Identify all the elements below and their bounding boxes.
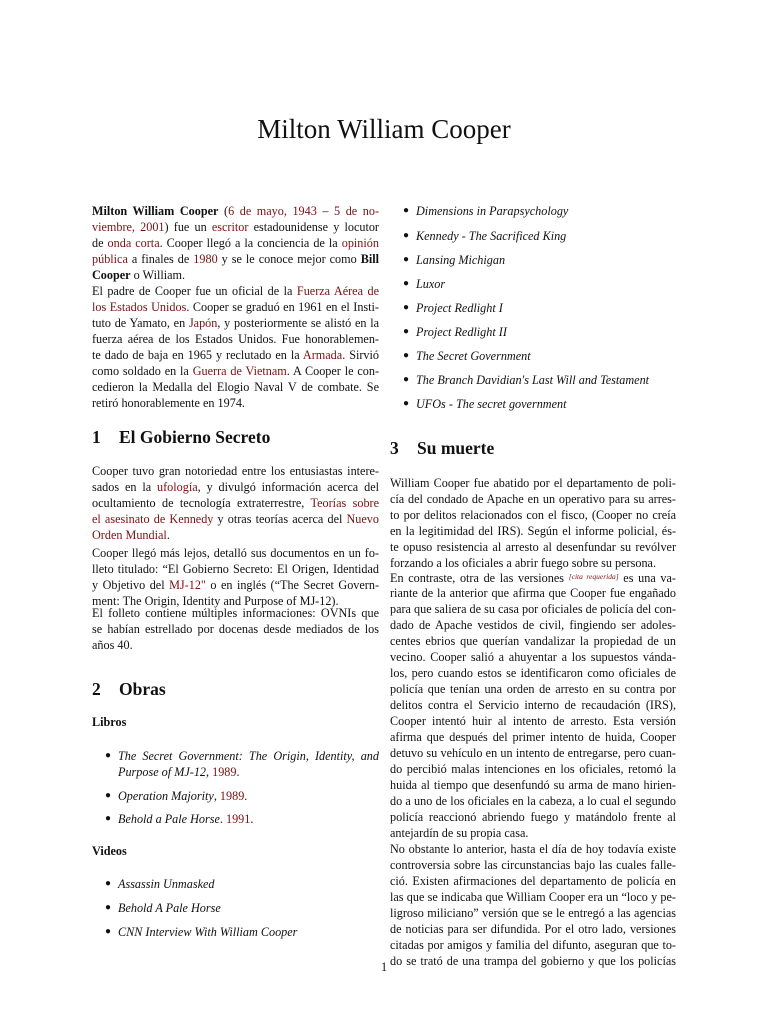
para-line: las que se indicaba que William Cooper era un “loco y pe- [390, 890, 676, 904]
video-item [403, 372, 650, 388]
text: El padre de Cooper fue un oficial de la [92, 284, 297, 298]
para-line [92, 299, 379, 315]
section-number: 2 [92, 679, 101, 699]
para-line [390, 569, 676, 586]
air-force-link[interactable]: los Estados Unidos [92, 300, 187, 314]
para-line: vecino. Cooper salió a ahuyentar a los supuestos vánda- [390, 650, 676, 664]
navy-link[interactable]: Armada [302, 348, 343, 362]
para-line: Cooper tuvo gran notoriedad entre los entusiastas intere- [92, 464, 379, 478]
para-line: ment: The Origin, Identity and Purpose of MJ-12). [92, 594, 339, 608]
para-line: controversia sobre las circunstancias bajo las cuales falle- [390, 858, 676, 872]
text: , [206, 765, 213, 779]
para-line: ligroso miliciano” versión que se le entregó a las agencias [390, 906, 676, 920]
para-line: forzando a los oficiales a abrir fuego sobre su persona. [390, 556, 656, 570]
section-heading [390, 437, 494, 459]
bullet-icon: ● [403, 302, 410, 313]
bullet-icon: ● [403, 278, 410, 289]
para-line: policía que tenían una orden de arresto en su contra por [390, 682, 676, 696]
bullet-icon: ● [105, 902, 112, 913]
citation-needed-link[interactable]: [cita requerida] [568, 572, 619, 581]
video-title: Dimensions in Parapsychology [416, 204, 569, 218]
para-line [92, 363, 379, 379]
text: y se le conoce mejor como [217, 252, 361, 266]
public-opinion-link[interactable]: opinión [341, 236, 379, 250]
year-link[interactable]: 1989 [212, 765, 237, 779]
para-line: dado de Apache vestidos de civil, fingiendo ser adoles- [390, 618, 676, 632]
para-line: delitos contra el Servicio interno de recaudación (IRS), [390, 698, 676, 712]
para-line: años 40. [92, 638, 133, 652]
para-line: do se trató de una trampa del gobierno y que los policías [390, 954, 676, 968]
text: – [316, 204, 335, 218]
video-item [403, 276, 446, 292]
bullet-icon: ● [403, 398, 410, 409]
writer-link[interactable]: escritor [211, 220, 249, 234]
bullet-icon: ● [403, 374, 410, 385]
text: . Cooper llegó a la conciencia de la [159, 236, 342, 250]
section-title: Obras [119, 679, 166, 699]
video-item [105, 900, 221, 916]
text: tuto de Yamato, en [92, 316, 189, 330]
para-line: No obstante lo anterior, hasta el día de hoy todavía existe [390, 842, 676, 856]
book-title: Purpose of MJ-12 [118, 765, 207, 779]
text: . Sirvió [342, 348, 379, 362]
new-world-order-link[interactable]: Nuevo [346, 512, 379, 526]
video-title: The Secret Government [416, 349, 531, 363]
book-title: The Secret Government: The Origin, Identity, and [118, 749, 379, 763]
text: a finales de [127, 252, 194, 266]
video-item [403, 228, 567, 244]
bullet-icon: ● [105, 878, 112, 889]
para-line [92, 347, 379, 363]
para-line: centes ebrios que querían vandalizar la propiedad de un [390, 634, 676, 648]
year-link[interactable]: 1989 [219, 789, 245, 803]
para-line: Cooper intentó huir al intento de arresto. Esta versión [390, 714, 676, 728]
para-line: do a uno de los oficiales en la cabeza, a lo cual el segundo [390, 794, 676, 808]
bullet-icon: ● [403, 350, 410, 361]
text: de [92, 236, 108, 250]
death-date-link[interactable]: viembre, 2001 [92, 220, 165, 234]
mj12-link[interactable]: MJ-12" [169, 578, 206, 592]
section-number: 1 [92, 427, 101, 447]
video-item [403, 396, 567, 412]
video-title: Lansing Michigan [416, 253, 506, 267]
video-item [403, 252, 506, 268]
text: es una va- [618, 571, 676, 585]
section-heading [92, 678, 166, 700]
list-item [105, 788, 248, 804]
para-line [92, 577, 379, 593]
para-line: de noticias para ser difundida. Por el otro lado, versiones [390, 922, 676, 936]
para-line: en la legitimidad del IRS). Según el informe policial, és- [390, 524, 676, 538]
death-date-link[interactable]: 5 de no- [334, 204, 379, 218]
ufology-link[interactable]: ufología [157, 480, 198, 494]
para-line: los, pero cuando estos se identificaron como oficiales de [390, 666, 676, 680]
text: y Objetivo del [92, 578, 170, 592]
text: . [166, 528, 170, 542]
bold-text: Bill [360, 252, 379, 266]
air-force-link[interactable]: Fuerza Aérea de [296, 284, 379, 298]
para-line: te opuso resistencia al arresto al desenfundar su revólver [390, 540, 676, 554]
para-line: riante de la anterior que afirma que Cooper fue engañado [390, 586, 676, 600]
video-item [105, 876, 215, 892]
video-title: UFOs - The secret government [416, 397, 567, 411]
para-line [92, 495, 379, 511]
bullet-icon: ● [403, 326, 410, 337]
section-title: Su muerte [417, 438, 495, 458]
text: , y posteriormente se alistó en la [217, 316, 379, 330]
video-title: Kennedy - The Sacrificed King [416, 229, 567, 243]
intro-line [92, 251, 379, 267]
para-line: huida al tiempo que desenfundó su arma de mano hirien- [390, 778, 676, 792]
birth-date-link[interactable]: 6 de mayo, 1943 [228, 204, 317, 218]
text: . [236, 765, 240, 779]
video-item [403, 324, 507, 340]
para-line: William Cooper fue abatido por el departamento de poli- [390, 476, 676, 490]
text: ) fue un [164, 220, 212, 234]
bold-text: Cooper [92, 268, 131, 282]
video-title: Project Redlight I [416, 301, 503, 315]
subject-name: Milton William Cooper [92, 204, 219, 218]
book-title: Behold a Pale Horse [118, 812, 220, 826]
para-line: se habían estrellado por docenas desde mediados de los [92, 622, 379, 636]
video-item [403, 348, 531, 364]
para-line: El folleto contiene múltiples informaciones: OVNIs que [92, 606, 379, 620]
para-line: para que saliera de su casa por oficiales de policía del con- [390, 602, 676, 616]
public-opinion-link[interactable]: pública [92, 252, 128, 266]
text: estadounidense y locutor [248, 220, 379, 234]
para-line: retiró honorablemente en 1974. [92, 396, 245, 410]
video-title: Assassin Unmasked [118, 877, 215, 891]
list-item [105, 811, 254, 827]
para-line: to por delitos relacionados con el fisco, (Cooper no creía [390, 508, 676, 522]
section-title: El Gobierno Secreto [119, 427, 271, 447]
para-line: Cooper llegó más lejos, detalló sus documentos en un fo- [92, 546, 379, 560]
intro-line [92, 235, 379, 251]
text: sados en la [92, 480, 158, 494]
section-number: 3 [390, 438, 399, 458]
para-line: afirma que después del primer intento de huida, Cooper [390, 730, 676, 744]
para-line: policía reaccionó abriendo fuego y matándolo frente al [390, 810, 676, 824]
para-line: fuerza aérea de los Estados Unidos. Fue honorablemen- [92, 332, 379, 346]
text: ( [218, 204, 229, 218]
para-line: antejardín de su propia casa. [390, 826, 529, 840]
text: . [250, 812, 254, 826]
para-line: ció. Existen afirmaciones del departamento de policía en [390, 874, 676, 888]
bullet-icon: ● [403, 205, 410, 216]
page-number: 1 [380, 960, 388, 974]
year-1980-link[interactable]: 1980 [193, 252, 218, 266]
shortwave-link[interactable]: onda corta [107, 236, 160, 250]
para-line: lleto titulado: “El Gobierno Secreto: El Origen, Identidad [92, 562, 379, 576]
para-line [92, 527, 170, 543]
book-title: Operation Majority [118, 789, 214, 803]
text: te dado de baja en 1965 y reclutado en la [92, 348, 303, 362]
text: , y divulgó información acerca del [197, 480, 379, 494]
text: En contraste, otra de las versiones [390, 571, 569, 585]
page-title: Milton William Cooper [257, 114, 511, 144]
intro-line [92, 267, 185, 283]
video-title: Project Redlight II [416, 325, 507, 339]
para-line: do percibió malas intenciones en los oficiales, retomó la [390, 762, 676, 776]
para-line [92, 511, 379, 527]
bullet-icon: ● [105, 926, 112, 937]
video-title: The Branch Davidian's Last Will and Testament [416, 373, 650, 387]
video-item [403, 203, 569, 219]
text: o en inglés (“The Secret Govern- [205, 578, 379, 592]
para-line: detuvo su vehículo en un intento de entregarse, pero cuan- [390, 746, 676, 760]
list-item [118, 764, 240, 780]
kennedy-theories-link[interactable]: Teorías sobre [310, 496, 380, 510]
para-line [92, 315, 379, 331]
video-item [403, 300, 503, 316]
text: . [219, 812, 226, 826]
text: . Cooper se graduó en 1961 en el Insti- [186, 300, 379, 314]
para-line: cía del condado de Apache en un operativo para su arres- [390, 492, 676, 506]
video-item [105, 924, 298, 940]
bullet-icon: ● [105, 790, 112, 801]
bullet-icon: ● [105, 750, 112, 761]
para-line [92, 479, 379, 495]
video-title: Behold A Pale Horse [118, 901, 221, 915]
video-title: Luxor [416, 277, 446, 291]
section-heading [92, 426, 270, 448]
bullet-icon: ● [403, 230, 410, 241]
text: y otras teorías acerca del [213, 512, 347, 526]
text: o William. [130, 268, 186, 282]
subheading-books: Libros [92, 715, 127, 729]
japan-link[interactable]: Japón [188, 316, 218, 330]
kennedy-theories-link[interactable]: el asesinato de Kennedy [92, 512, 214, 526]
subheading-videos: Videos [92, 844, 127, 858]
text: ocultamiento de tecnología extraterrestre, [92, 496, 311, 510]
text: como soldado en la [92, 364, 193, 378]
intro-line [92, 203, 379, 219]
intro-line [92, 219, 379, 235]
bullet-icon: ● [105, 813, 112, 824]
new-world-order-link[interactable]: Orden Mundial [92, 528, 167, 542]
para-line: citadas por amigos y familia del difunto, aseguran que to- [390, 938, 676, 952]
text: , [213, 789, 220, 803]
list-item [105, 748, 379, 764]
text: . A Cooper le con- [286, 364, 379, 378]
para-line [92, 283, 379, 299]
vietnam-war-link[interactable]: Guerra de Vietnam [192, 364, 287, 378]
text: . [244, 789, 248, 803]
video-title: CNN Interview With William Cooper [118, 925, 298, 939]
para-line: cedieron la Medalla del Elogio Naval V de combate. Se [92, 380, 379, 394]
year-link[interactable]: 1991 [225, 812, 251, 826]
bullet-icon: ● [403, 254, 410, 265]
